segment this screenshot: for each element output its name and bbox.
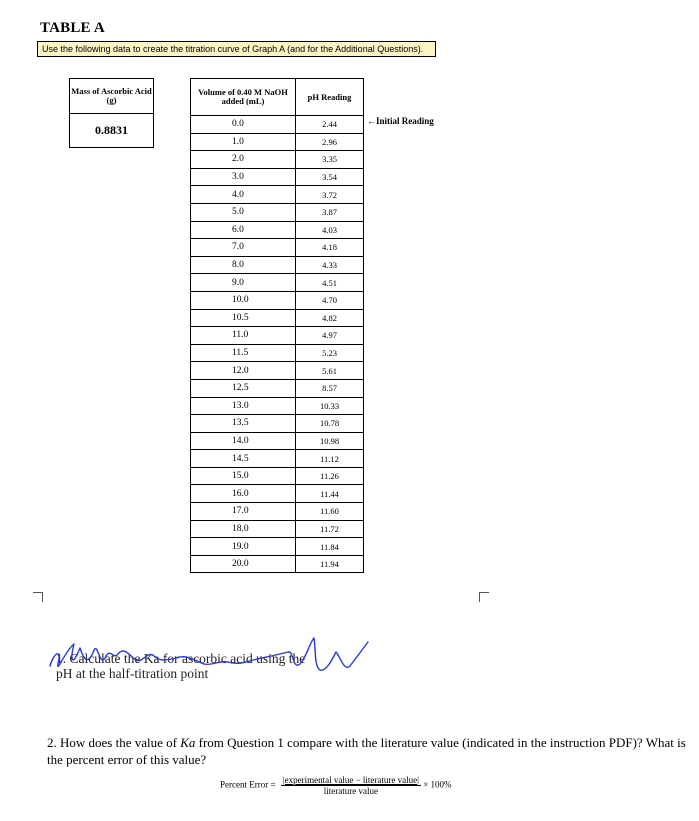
table-row — [191, 432, 364, 450]
mass-table — [69, 78, 154, 148]
volume-cell: 13.5 — [191, 415, 296, 433]
volume-cell: 9.0 — [191, 274, 296, 292]
table-heading: TABLE A — [40, 20, 105, 36]
percent-error-formula — [220, 775, 452, 796]
table-row — [191, 503, 364, 521]
ph-cell: 11.94 — [296, 555, 364, 573]
ph-cell: 4.33 — [296, 256, 364, 274]
ph-cell: 4.97 — [296, 327, 364, 345]
ph-cell: 2.96 — [296, 133, 364, 151]
volume-cell: 2.0 — [191, 151, 296, 169]
volume-cell: 14.0 — [191, 432, 296, 450]
ph-cell: 10.33 — [296, 397, 364, 415]
volume-column-header: Volume of 0.40 M NaOH added (mL) — [191, 79, 296, 116]
table-row — [191, 186, 364, 204]
mass-value: 0.8831 — [70, 114, 154, 148]
question-2 — [47, 734, 687, 768]
instruction-banner: Use the following data to create the titration curve of Graph A (and for the Additional Questions). — [37, 41, 436, 57]
ph-cell: 5.23 — [296, 344, 364, 362]
corner-mark-left — [33, 592, 43, 602]
table-row — [191, 221, 364, 239]
table-row — [191, 151, 364, 169]
left-arrow-icon: ← — [367, 116, 376, 126]
table-row — [191, 116, 364, 134]
volume-cell: 6.0 — [191, 221, 296, 239]
handwritten-scribble — [44, 630, 384, 690]
ph-cell: 11.60 — [296, 503, 364, 521]
corner-mark-right — [479, 592, 489, 602]
table-row — [191, 344, 364, 362]
question-1-line2: pH at the half-titration point — [56, 666, 209, 681]
ph-cell: 5.61 — [296, 362, 364, 380]
table-row — [191, 379, 364, 397]
volume-cell: 10.0 — [191, 291, 296, 309]
initial-reading-note — [367, 116, 434, 126]
table-row — [191, 538, 364, 556]
volume-cell: 12.5 — [191, 379, 296, 397]
table-row — [191, 485, 364, 503]
ph-cell: 3.72 — [296, 186, 364, 204]
ph-cell: 10.78 — [296, 415, 364, 433]
table-row — [191, 520, 364, 538]
question-2-number: 2. — [47, 735, 57, 750]
table-row — [191, 291, 364, 309]
ph-cell: 11.26 — [296, 467, 364, 485]
volume-cell: 15.0 — [191, 467, 296, 485]
percent-error-numerator: |experimental value − literature value| — [282, 775, 419, 785]
question-2-text-b: from Question 1 compare with the literature value (indicated in the instruction PDF)? What is the percent error of this value? — [47, 735, 686, 767]
volume-cell: 5.0 — [191, 203, 296, 221]
volume-cell: 19.0 — [191, 538, 296, 556]
volume-cell: 1.0 — [191, 133, 296, 151]
table-row — [191, 203, 364, 221]
ph-cell: 11.84 — [296, 538, 364, 556]
ph-cell: 3.35 — [296, 151, 364, 169]
ph-cell: 4.70 — [296, 291, 364, 309]
table-row — [191, 256, 364, 274]
table-row — [191, 467, 364, 485]
volume-cell: 3.0 — [191, 168, 296, 186]
volume-cell: 14.5 — [191, 450, 296, 468]
mass-header: Mass of Ascorbic Acid (g) — [70, 79, 154, 114]
table-row — [191, 133, 364, 151]
volume-cell: 20.0 — [191, 555, 296, 573]
table-row — [191, 239, 364, 257]
volume-cell: 12.0 — [191, 362, 296, 380]
table-row — [191, 555, 364, 573]
titration-data-table — [190, 78, 364, 573]
initial-reading-label: Initial Reading — [376, 116, 434, 126]
ph-cell: 10.98 — [296, 432, 364, 450]
volume-cell: 11.0 — [191, 327, 296, 345]
volume-cell: 17.0 — [191, 503, 296, 521]
volume-cell: 4.0 — [191, 186, 296, 204]
volume-cell: 8.0 — [191, 256, 296, 274]
ph-cell: 8.57 — [296, 379, 364, 397]
ph-cell: 4.03 — [296, 221, 364, 239]
percent-error-multiplier: × 100% — [423, 779, 452, 790]
table-row — [191, 327, 364, 345]
ph-cell: 11.72 — [296, 520, 364, 538]
volume-cell: 0.0 — [191, 116, 296, 134]
ph-column-header: pH Reading — [296, 79, 364, 116]
table-row — [191, 274, 364, 292]
percent-error-label: Percent Error = — [220, 779, 276, 790]
volume-cell: 16.0 — [191, 485, 296, 503]
ph-cell: 11.44 — [296, 485, 364, 503]
question-2-text-a: How does the value of — [60, 735, 177, 750]
question-1-line1: 1. Calculate the Ka for ascorbic acid using the — [56, 651, 306, 666]
volume-cell: 13.0 — [191, 397, 296, 415]
volume-cell: 18.0 — [191, 520, 296, 538]
table-row — [191, 362, 364, 380]
ph-cell: 4.18 — [296, 239, 364, 257]
table-row — [191, 397, 364, 415]
ph-cell: 4.82 — [296, 309, 364, 327]
table-row — [191, 450, 364, 468]
volume-cell: 11.5 — [191, 344, 296, 362]
ph-cell: 3.87 — [296, 203, 364, 221]
question-2-ka: Ka — [180, 735, 196, 750]
ph-cell: 11.12 — [296, 450, 364, 468]
table-row — [191, 309, 364, 327]
table-row — [191, 415, 364, 433]
volume-cell: 10.5 — [191, 309, 296, 327]
volume-cell: 7.0 — [191, 239, 296, 257]
ph-cell: 4.51 — [296, 274, 364, 292]
percent-error-denominator: literature value — [323, 786, 378, 796]
ph-cell: 2.44 — [296, 116, 364, 134]
ph-cell: 3.54 — [296, 168, 364, 186]
table-row — [191, 168, 364, 186]
